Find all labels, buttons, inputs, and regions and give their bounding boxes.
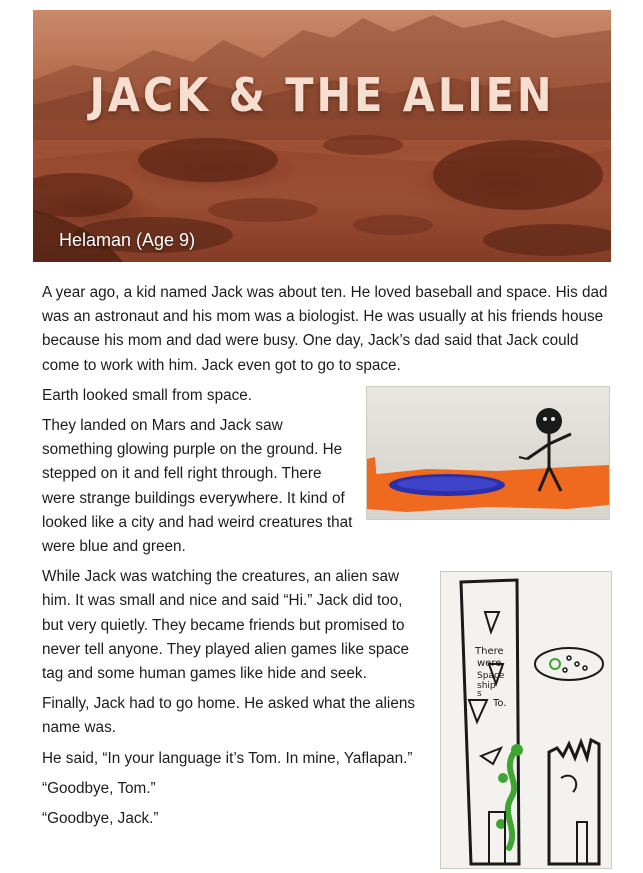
drawing-jack-on-mars [366,386,610,520]
story-paragraph: A year ago, a kid named Jack was about ten. He loved baseball and space. His dad was an astronaut and his mom was a biologist. He was usually at his friends house because his mom and dad were busy. One day, Jack’s dad said that Jack could come to work with him. Jack even got to go to space. [42,284,608,374]
author-byline: Helaman (Age 9) [59,230,196,250]
story-title: JACK & THE ALIEN [89,68,555,122]
drawing-word: s [477,689,482,700]
story-body [42,281,612,873]
story-paragraph: “Goodbye, Jack.” [42,810,159,828]
story-paragraph: They landed on Mars and Jack saw something glowing purple on the ground. He stepped on it and fell right through. There were strange buildings everywhere. It kind of looked like a city and had weird creatures that were blue and green. [42,417,353,556]
drawing-word: ship [477,681,496,692]
drawing-alien-city [440,571,612,869]
mars-landscape-illustration [33,10,611,262]
drawing-word: were [477,658,502,670]
story-paragraph: Earth looked small from space. [42,386,252,404]
drawing-word: There [475,646,504,658]
story-paragraph: “Goodbye, Tom.” [42,779,156,797]
header-banner [33,10,611,262]
drawing-word: Space [477,671,505,682]
story-paragraph: He said, “In your language it’s Tom. In mine, Yaflapan.” [42,749,413,767]
story-paragraph: Finally, Jack had to go home. He asked what the aliens name was. [42,695,415,737]
story-paragraph: While Jack was watching the creatures, an alien saw him. It was small and nice and said “Hi.” Jack did too, but very quietly. They became friends but promised to never tell anyone. They played alien games like space tag and some human games like hide and seek. [42,568,410,683]
drawing-word: To. [493,698,507,710]
